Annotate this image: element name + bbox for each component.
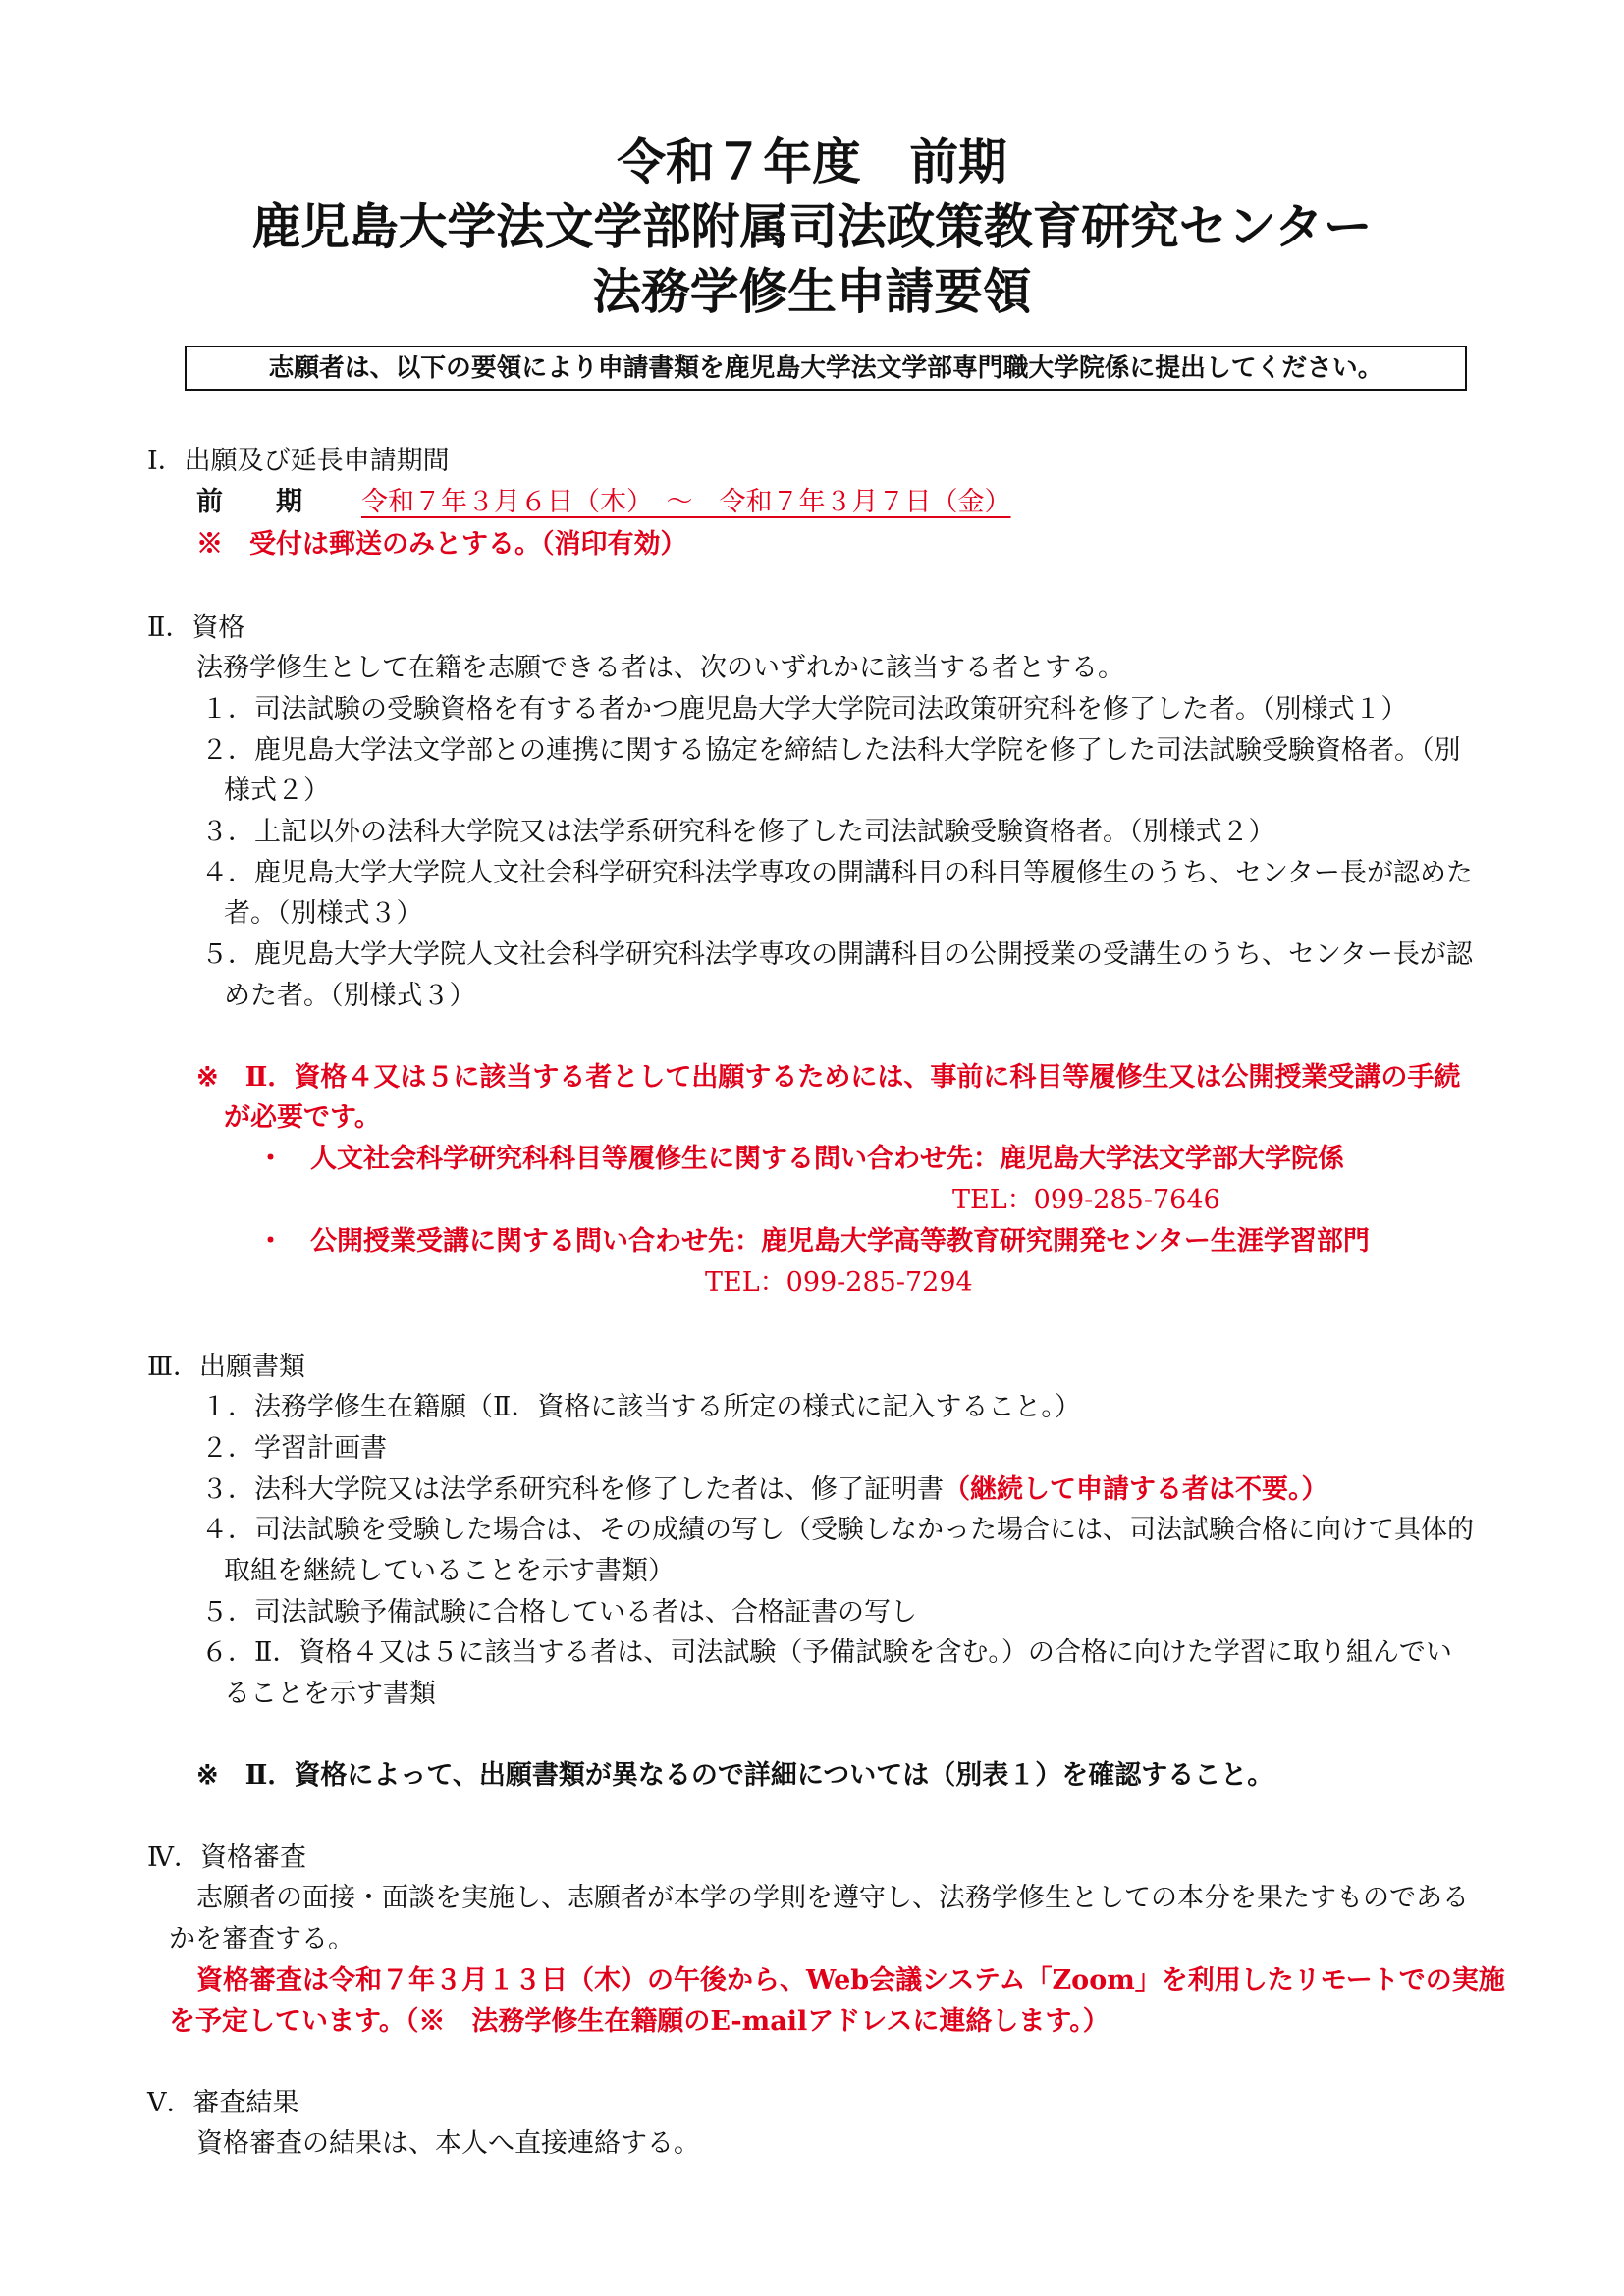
submission-notice-box: 志願者は、以下の要領により申請書類を鹿児島大学法文学部専門職大学院係に提出してください。 (185, 346, 1467, 391)
section-4-heading: Ⅳ．資格審査 (147, 1842, 306, 1873)
prerequisite-warning: ※ Ⅱ．資格４又は５に該当する者として出願するためには、事前に科目等履修生又は公開授業受講の手続 (196, 1062, 1461, 1093)
zoom-interview-notice: 資格審査は令和７年３月１３日（木）の午後から、Web会議システム「Zoom」を利用したリモートでの実施 (196, 1965, 1505, 1996)
eligibility-item-2-cont: 様式２） (224, 775, 330, 806)
document-item-4: ４．司法試験を受験した場合は、その成績の写し（受験しなかった場合には、司法試験合格に向けて具体的 (201, 1515, 1474, 1545)
document-item-2: ２．学習計画書 (201, 1433, 387, 1464)
result-paragraph: 資格審査の結果は、本人へ直接連絡する。 (196, 2128, 700, 2159)
document-item-1: １．法務学修生在籍願（Ⅱ．資格に該当する所定の様式に記入すること。） (201, 1392, 1081, 1422)
zoom-interview-notice-cont: を予定しています。（※ 法務学修生在籍願のE-mailアドレスに連絡します。） (169, 2006, 1110, 2037)
contact-graduate-office: ・ 人文社会科学研究科科目等履修生に関する問い合わせ先：鹿児島大学法文学部大学院係 (257, 1144, 1344, 1174)
contact-lifelong-learning: ・ 公開授業受講に関する問い合わせ先：鹿児島大学高等教育研究開発センター生涯学習部門 (257, 1226, 1370, 1256)
document-item-6: ６．Ⅱ．資格４又は５に該当する者は、司法試験（予備試験を含む。）の合格に向けた学習に取り組んでい (201, 1637, 1452, 1668)
section-1-heading: Ⅰ．出願及び延長申請期間 (147, 446, 450, 476)
eligibility-item-4: ４．鹿児島大学大学院人文社会科学研究科法学専攻の開講科目の科目等履修生のうち、センター長が認めた (201, 858, 1473, 888)
eligibility-item-5-cont: めた者。（別様式３） (224, 981, 476, 1011)
document-item-6-cont: ることを示す書類 (224, 1679, 436, 1709)
title-line-3: 法務学修生申請要領 (592, 263, 1032, 320)
document-item-5: ５．司法試験予備試験に合格している者は、合格証書の写し (201, 1597, 917, 1628)
eligibility-item-5: ５．鹿児島大学大学院人文社会科学研究科法学専攻の開講科目の公開授業の受講生のうち、センター長が認 (201, 939, 1473, 970)
review-paragraph-cont: かを審査する。 (169, 1924, 354, 1954)
document-item-3-exemption: （継続して申請する者は不要。） (944, 1474, 1328, 1505)
eligibility-item-2: ２．鹿児島大学法文学部との連携に関する協定を締結した法科大学院を修了した司法試験受験資格者。（別 (201, 735, 1461, 766)
prerequisite-warning-cont: が必要です。 (224, 1102, 381, 1133)
section-3-heading: Ⅲ．出願書類 (147, 1352, 306, 1382)
eligibility-intro: 法務学修生として在籍を志願できる者は、次のいずれかに該当する者とする。 (196, 653, 1124, 683)
eligibility-item-3: ３．上記以外の法科大学院又は法学系研究科を修了した司法試験受験資格者。（別様式２） (201, 817, 1275, 847)
document-item-4-cont: 取組を継続していることを示す書類） (224, 1556, 675, 1586)
title-line-2: 鹿児島大学法文学部附属司法政策教育研究センター (251, 198, 1373, 255)
application-dates: 令和７年３月６日（木） ～ 令和７年３月７日（金） (361, 487, 1011, 517)
document-item-3-text: ３．法科大学院又は法学系研究科を修了した者は、修了証明書 (201, 1474, 944, 1505)
section-2-heading: Ⅱ．資格 (147, 613, 245, 643)
mail-only-note: ※ 受付は郵送のみとする。（消印有効） (196, 529, 687, 560)
title-line-1: 令和７年度 前期 (617, 133, 1007, 190)
eligibility-item-1: １．司法試験の受験資格を有する者かつ鹿児島大学大学院司法政策研究科を修了した者。（別様式１） (201, 694, 1408, 724)
tel-graduate-office: TEL：099-285-7646 (952, 1185, 1220, 1215)
term-label: 前 期 (196, 487, 302, 517)
eligibility-item-4-cont: 者。（別様式３） (224, 898, 423, 929)
document-item-3 (201, 1470, 1328, 1510)
documents-table-note: ※ Ⅱ．資格によって、出願書類が異なるので詳細については（別表１）を確認すること。 (196, 1760, 1274, 1790)
tel-lifelong-learning: TEL：099-285-7294 (705, 1267, 973, 1298)
section-5-heading: Ⅴ．審査結果 (147, 2088, 299, 2118)
review-paragraph: 志願者の面接・面談を実施し、志願者が本学の学則を遵守し、法務学修生としての本分を果たすものである (196, 1883, 1469, 1913)
